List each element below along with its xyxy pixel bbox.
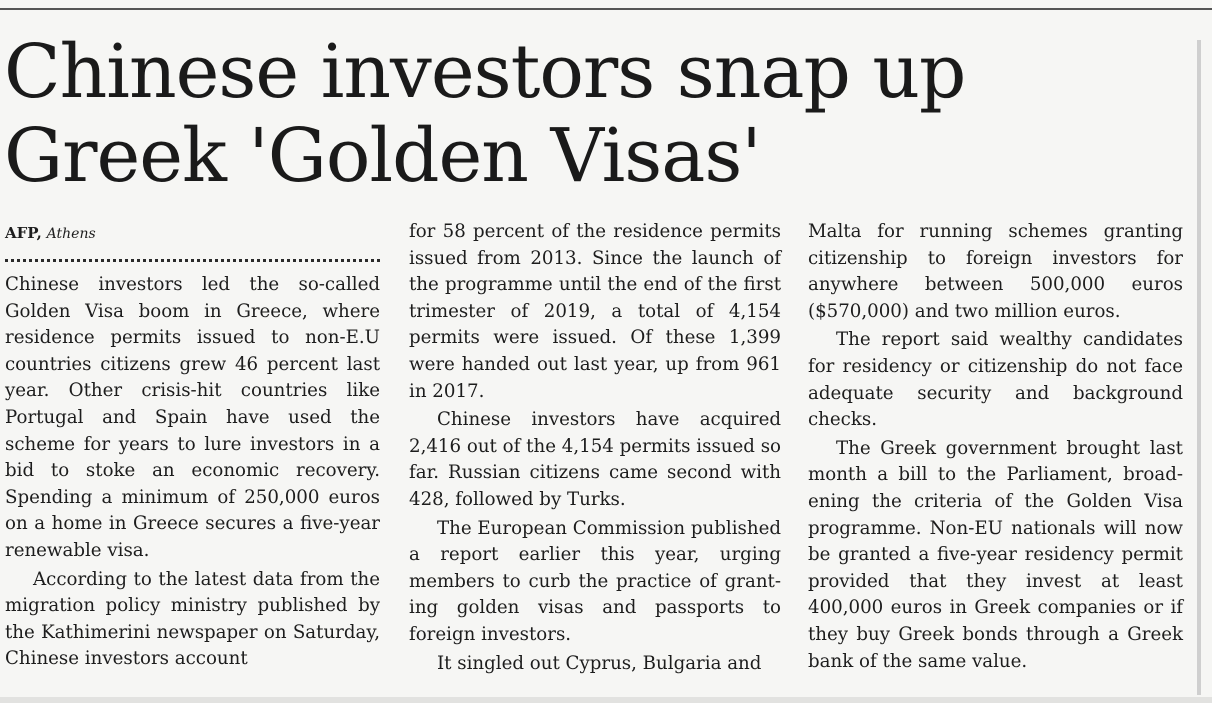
paragraph: Malta for running schemes granting citizenship to foreign investors for anywhere between 500,000 euros ($570,000) and two million euros. [808, 221, 1183, 322]
article-column-2 [409, 219, 781, 679]
paragraph: The European Commission published a report earlier this year, urging members to curb the practice of granting golden visas and passports to foreign investors. [409, 517, 781, 645]
paragraph: According to the latest data from the migration policy ministry published by the Kathimerini newspaper on Saturday, Chinese investors account [5, 568, 380, 670]
byline-location: Athens [46, 226, 96, 242]
paragraph: Chinese investors led the so-called Golden Visa boom in Greece, where residence permits issued to non-E.U countries citizens grew 46 percent last year. Other crisis-hit countries like Portugal and Spain have used the scheme for years to lure investors in a bid to stoke an economic recovery. Spending a minimum of 250,000 euros on a home in Greece secures a five-year renewable visa. [5, 274, 380, 561]
paragraph: for 58 percent of the residence permits issued from 2013. Since the launch of the programme until the end of the first trimester of 2019, a total of 4,154 permits were issued. Of these 1,399 were handed out last year, up from 961 in 2017. [409, 221, 781, 402]
headline: Chinese investors snap up Greek 'Golden Visas' [4, 29, 966, 199]
article-column-1 [5, 272, 380, 675]
dotted-divider [5, 259, 380, 262]
right-edge-border [1197, 40, 1201, 695]
paragraph: The Greek government brought last month a bill to the Parliament, broadening the criteria of the Golden Visa programme. Non-EU nationals will now be granted a five-year residency permit provided that they invest at least 400,000 euros in Greek companies or if they buy Greek bonds through a Greek bank of the same value. [808, 437, 1183, 672]
article-column-3 [808, 219, 1183, 677]
paragraph: It singled out Cyprus, Bulgaria and [437, 652, 762, 674]
byline [5, 224, 96, 242]
paragraph: The report said wealthy candidates for residency or citizenship do not face adequate security and background checks. [808, 329, 1183, 431]
paragraph: Chinese investors have acquired 2,416 out of the 4,154 permits issued so far. Russian citizens came second with 428, followed by Turks. [409, 409, 781, 510]
byline-agency: AFP [5, 224, 37, 242]
bottom-edge [0, 697, 1212, 703]
byline-separator: , [36, 224, 42, 242]
top-rule [0, 8, 1212, 10]
